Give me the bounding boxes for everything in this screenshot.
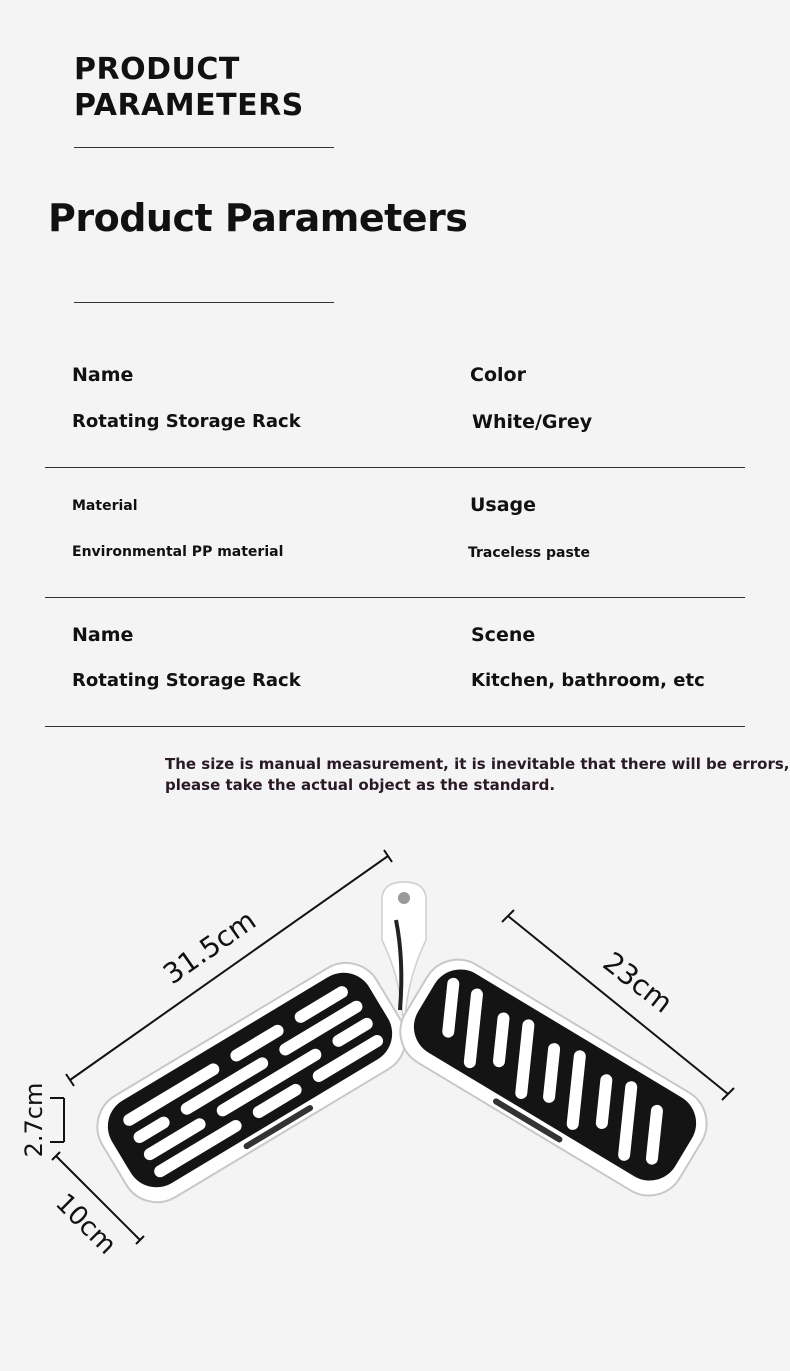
- row-divider: [45, 597, 745, 598]
- param-value-color: White/Grey: [472, 411, 593, 433]
- header-title-line1: PRODUCT: [74, 52, 240, 87]
- param-value-scene: Kitchen, bathroom, etc: [471, 670, 705, 691]
- dimension-length-label: 31.5cm: [157, 903, 263, 991]
- note-line2: please take the actual object as the standard.: [165, 776, 556, 794]
- param-label-scene: Scene: [471, 624, 536, 646]
- param-label-material: Material: [72, 498, 138, 514]
- param-label-name: Name: [72, 364, 134, 386]
- product-dimension-figure: [0, 840, 790, 1280]
- header-title-line2: PARAMETERS: [74, 88, 304, 123]
- param-value-usage: Traceless paste: [468, 545, 590, 561]
- measurement-note: [165, 754, 790, 796]
- divider: [74, 302, 334, 303]
- left-tray: [84, 950, 419, 1216]
- row-divider: [45, 726, 745, 727]
- param-label-usage: Usage: [470, 494, 537, 516]
- dimension-width-label: 10cm: [49, 1188, 122, 1261]
- hang-hole-icon: [398, 892, 410, 904]
- param-value-name: Rotating Storage Rack: [72, 411, 301, 432]
- divider: [74, 147, 334, 148]
- param-value-name: Rotating Storage Rack: [72, 670, 301, 691]
- param-value-material: Environmental PP material: [72, 544, 284, 560]
- param-label-name: Name: [72, 624, 134, 646]
- section-title: Product Parameters: [48, 196, 468, 240]
- row-divider: [45, 467, 745, 468]
- note-line1: The size is manual measurement, it is inevitable that there will be errors,: [165, 755, 790, 773]
- param-label-color: Color: [470, 364, 526, 386]
- header-title: [74, 52, 304, 124]
- dimension-length2-label: 23cm: [596, 945, 679, 1020]
- dimension-height-label: 2.7cm: [20, 1082, 48, 1158]
